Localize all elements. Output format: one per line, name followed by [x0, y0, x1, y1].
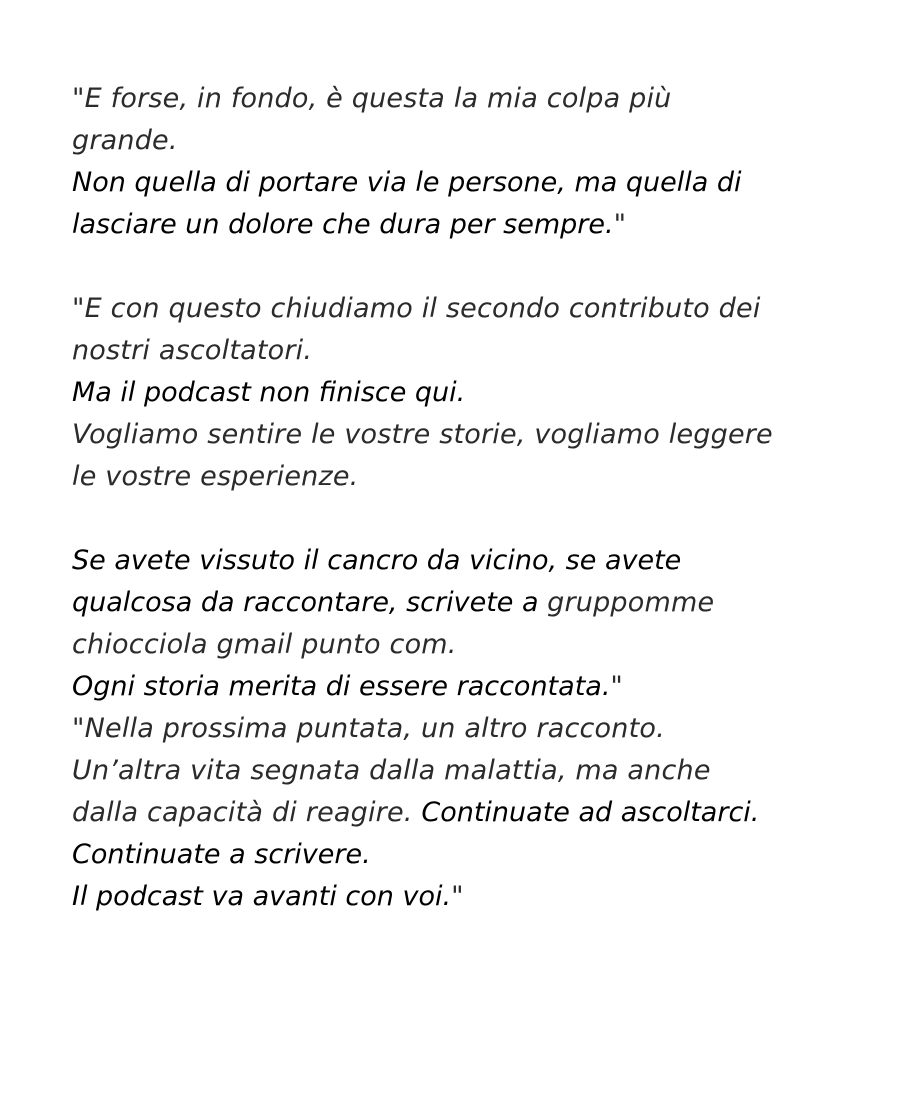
text-line	[72, 792, 862, 834]
text-run: Se avete vissuto il cancro da vicino, se avete	[72, 545, 682, 576]
text-line	[72, 834, 862, 876]
text-line	[72, 288, 862, 330]
paragraph-1	[72, 78, 862, 246]
text-run: Un’altra vita segnata dalla malattia, ma anche	[72, 755, 711, 786]
text-line	[72, 456, 862, 498]
text-line	[72, 414, 862, 456]
text-line	[72, 666, 862, 708]
text-run: Ma il podcast non finisce qui.	[72, 377, 466, 408]
text-run: "Nella prossima puntata, un altro racconto.	[72, 713, 665, 744]
text-run: lasciare un dolore che dura per sempre.	[72, 209, 614, 240]
paragraph-3	[72, 540, 862, 918]
text-line	[72, 162, 862, 204]
text-run: nostri ascoltatori.	[72, 335, 313, 366]
text-run: Ogni storia merita di essere raccontata.	[72, 671, 611, 702]
paragraph-2	[72, 288, 862, 498]
text-run: Continuate ad ascoltarci.	[421, 797, 760, 828]
email-text: chiocciola gmail punto com.	[72, 629, 457, 660]
text-line	[72, 120, 862, 162]
text-run: "	[613, 209, 627, 240]
text-run: Continuate a scrivere.	[72, 839, 371, 870]
text-run: "	[610, 671, 624, 702]
text-run: "E forse, in fondo, è questa la mia colpa più	[72, 83, 672, 114]
text-line	[72, 540, 862, 582]
email-text: gruppomme	[547, 587, 715, 618]
text-run: Il podcast va avanti con voi.	[72, 881, 452, 912]
document-body	[72, 78, 862, 918]
text-run: "	[451, 881, 464, 912]
text-line	[72, 708, 862, 750]
text-run: "E con questo chiudiamo il secondo contributo dei	[72, 293, 761, 324]
text-run: dalla capacità di reagire.	[72, 797, 422, 828]
text-line	[72, 330, 862, 372]
text-line	[72, 624, 862, 666]
text-run: Non quella di portare via le persone, ma quella di	[72, 167, 742, 198]
text-line	[72, 582, 862, 624]
text-run: grande.	[72, 125, 178, 156]
paragraph-gap	[72, 498, 862, 540]
text-line	[72, 750, 862, 792]
text-line	[72, 876, 862, 918]
paragraph-gap	[72, 246, 862, 288]
text-line	[72, 78, 862, 120]
text-run: qualcosa da raccontare, scrivete a	[72, 587, 548, 618]
text-line	[72, 204, 862, 246]
text-line	[72, 372, 862, 414]
text-run: le vostre esperienze.	[72, 461, 359, 492]
text-run: Vogliamo sentire le vostre storie, vogliamo leggere	[72, 419, 773, 450]
